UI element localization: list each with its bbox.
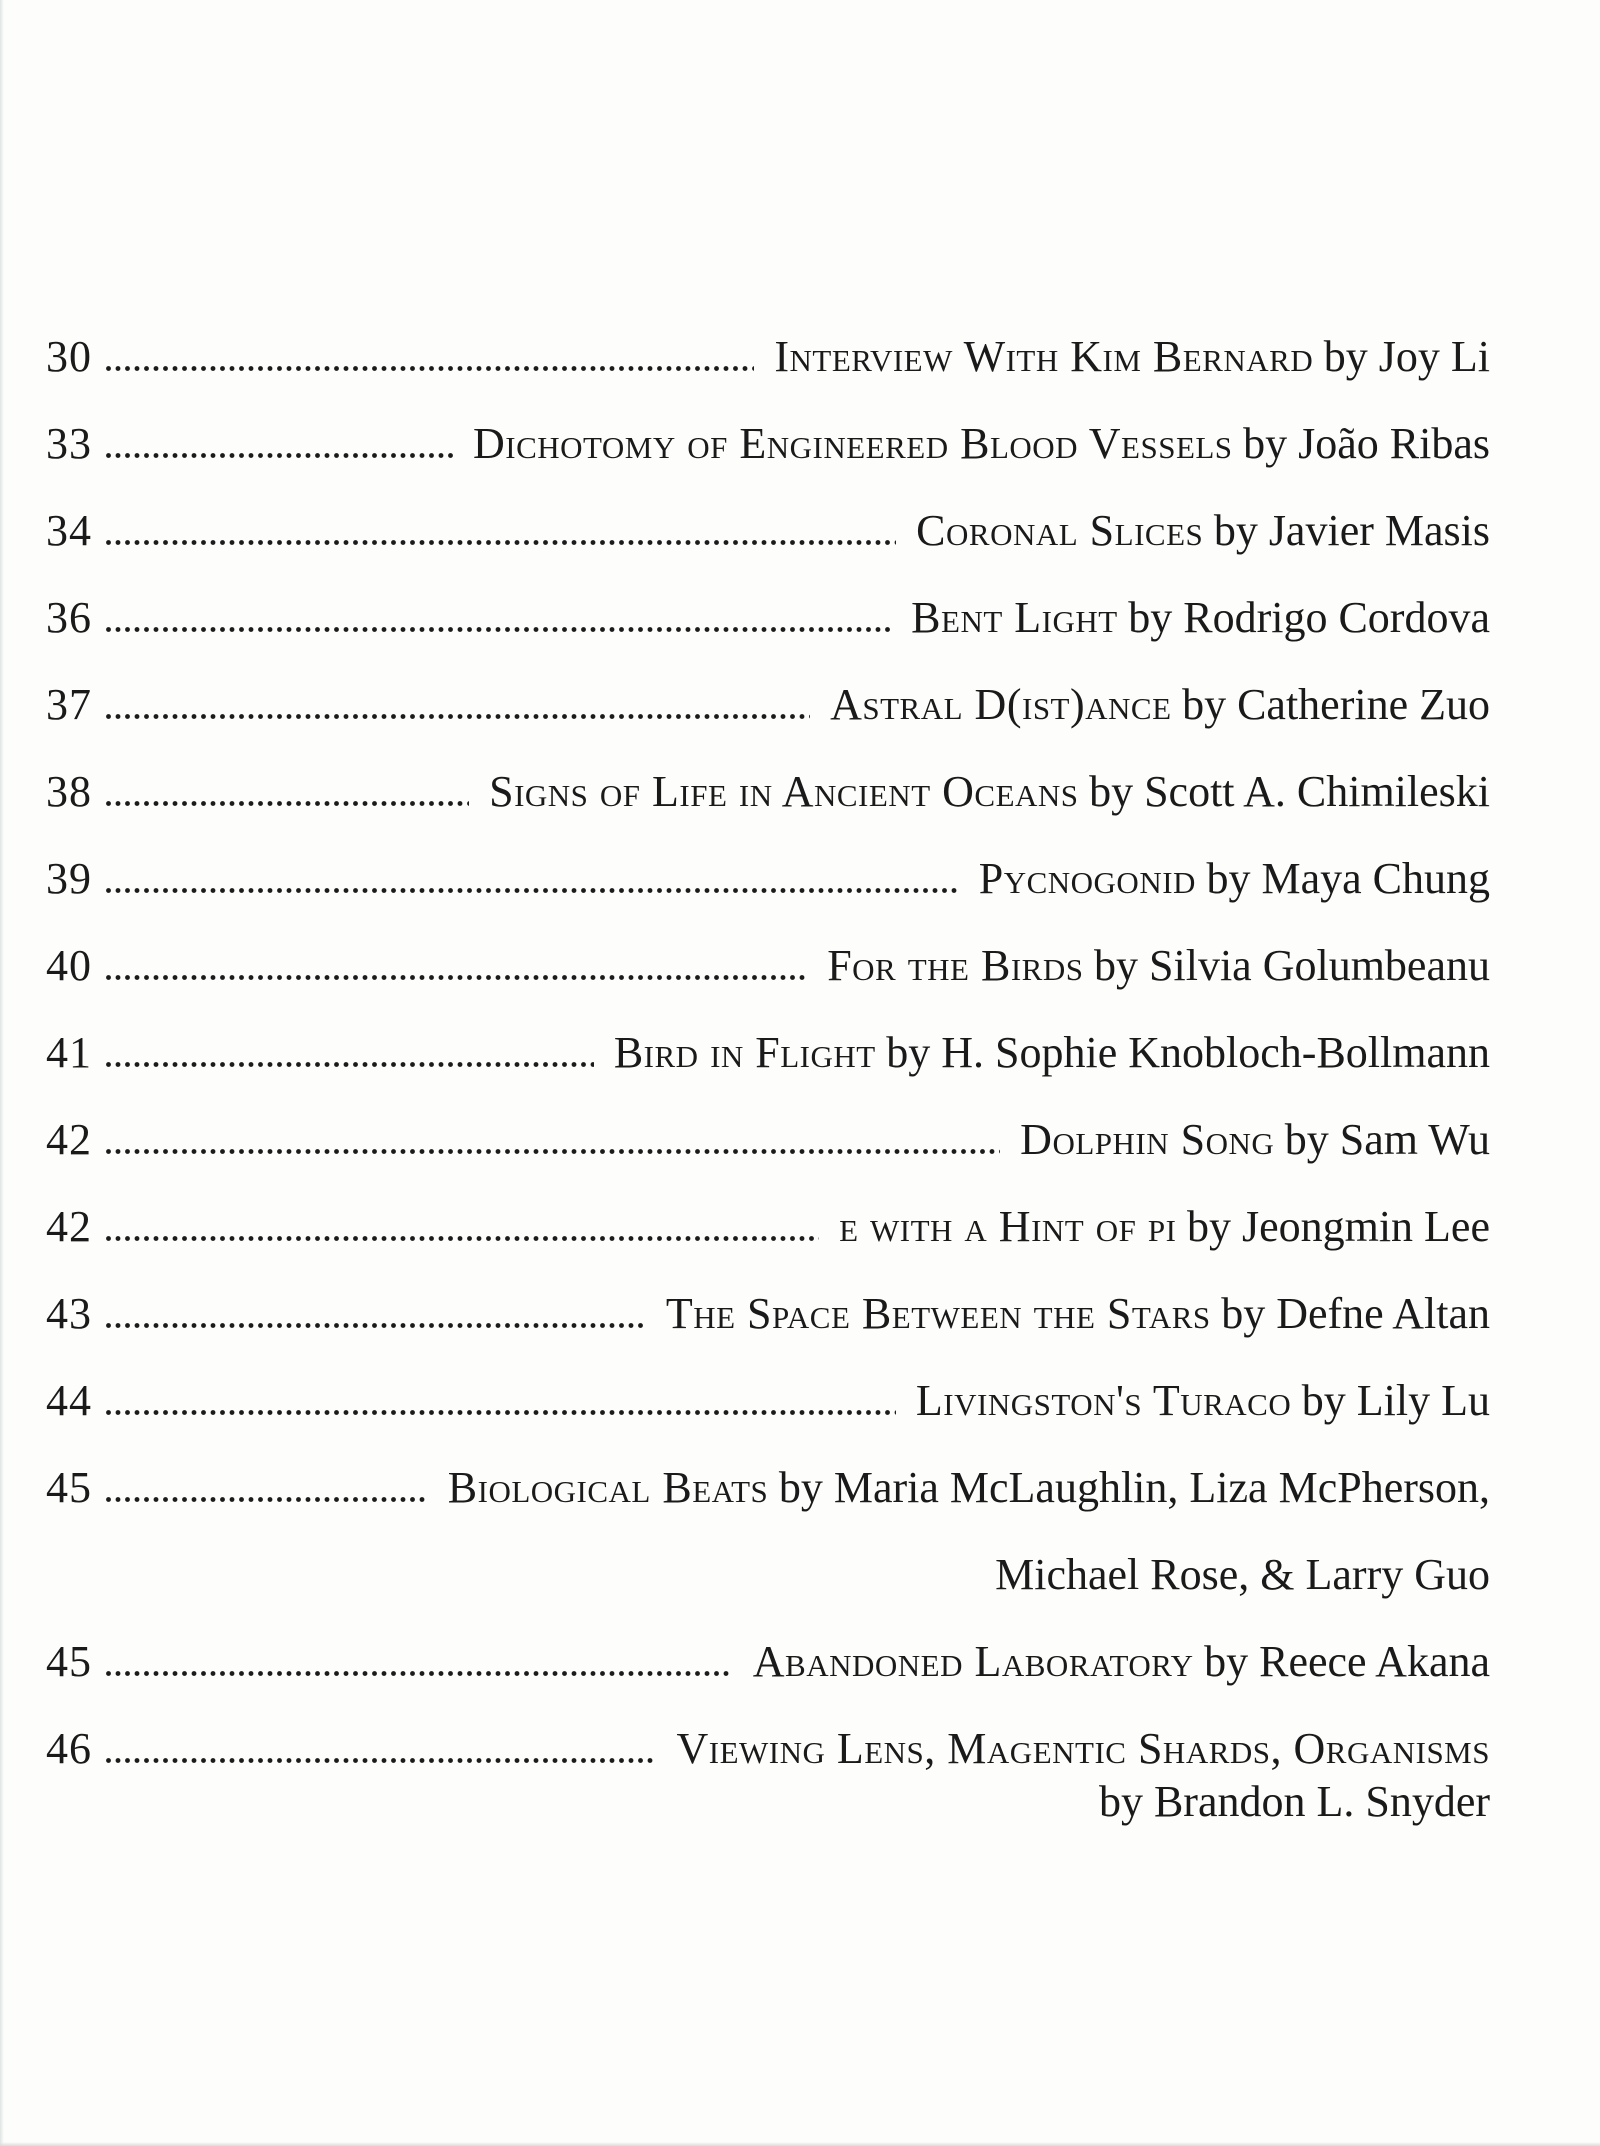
dot-leader — [106, 714, 810, 719]
entry-text — [489, 767, 1490, 817]
dot-leader — [106, 1671, 733, 1676]
entry-byline: by Javier Masis — [1213, 506, 1490, 555]
scan-edge-left — [0, 0, 4, 2146]
entry-text — [676, 1724, 1490, 1774]
dot-leader — [106, 627, 891, 632]
entry-byline: by Jeongmin Lee — [1186, 1202, 1490, 1251]
toc-entry — [46, 1202, 1490, 1252]
toc-entry — [46, 506, 1490, 556]
entry-title: Interview With Kim Bernard — [774, 332, 1314, 381]
toc-entry — [46, 1463, 1490, 1513]
entry-byline: by Joy Li — [1323, 332, 1490, 381]
entry-byline: by Silvia Golumbeanu — [1094, 941, 1490, 990]
page-number: 40 — [46, 941, 92, 990]
entry-title: Pycnogonid — [978, 854, 1196, 903]
entry-text — [911, 593, 1490, 643]
entry-text — [666, 1289, 1490, 1339]
toc-entry — [46, 1637, 1490, 1687]
page-number: 46 — [46, 1724, 92, 1773]
dot-leader — [106, 1410, 896, 1415]
entry-text — [916, 1376, 1490, 1426]
page-number: 30 — [46, 332, 92, 381]
dot-leader — [106, 888, 959, 893]
entry-title: Bent Light — [911, 593, 1118, 642]
entry-continuation: by Brandon L. Snyder — [1098, 1777, 1490, 1826]
dot-leader — [106, 1062, 594, 1067]
entry-continuation: Michael Rose, & Larry Guo — [995, 1550, 1490, 1599]
entry-text — [916, 506, 1490, 556]
entry-byline: by Catherine Zuo — [1182, 680, 1490, 729]
page-number: 42 — [46, 1115, 92, 1164]
dot-leader — [106, 975, 807, 980]
entry-byline: by Lily Lu — [1301, 1376, 1490, 1425]
page-number: 44 — [46, 1376, 92, 1425]
dot-leader — [106, 453, 453, 458]
entry-title: Biological Beats — [447, 1463, 769, 1512]
dot-leader — [106, 1758, 656, 1763]
page-number: 45 — [46, 1463, 92, 1512]
entry-text — [1020, 1115, 1490, 1165]
entry-text — [448, 1463, 1490, 1513]
entry-title: Bird in Flight — [613, 1028, 876, 1077]
toc-entry — [46, 332, 1490, 382]
entry-title: Abandoned Laboratory — [752, 1637, 1194, 1686]
entry-text — [753, 1637, 1490, 1687]
entry-title: Dichotomy of Engineered Blood Vessels — [472, 419, 1233, 468]
entry-byline: by Sam Wu — [1284, 1115, 1490, 1164]
table-of-contents — [46, 332, 1490, 1864]
dot-leader — [106, 540, 896, 545]
entry-title: For the Birds — [827, 941, 1084, 990]
dot-leader — [106, 1149, 1000, 1154]
entry-text — [774, 332, 1490, 382]
toc-entry — [46, 1115, 1490, 1165]
dot-leader — [106, 1497, 428, 1502]
page-number: 45 — [46, 1637, 92, 1686]
entry-byline: by Maria McLaughlin, Liza McPherson, — [778, 1463, 1490, 1512]
entry-title: Dolphin Song — [1020, 1115, 1275, 1164]
dot-leader — [106, 366, 754, 371]
dot-leader — [106, 801, 469, 806]
toc-entry — [46, 767, 1490, 817]
page-number: 34 — [46, 506, 92, 555]
toc-entry — [46, 593, 1490, 643]
entry-title: Livingston's Turaco — [915, 1376, 1292, 1425]
entry-title: e with a Hint of pi — [839, 1202, 1177, 1251]
toc-entry — [46, 1724, 1490, 1774]
entry-byline: by Scott A. Chimileski — [1089, 767, 1490, 816]
dot-leader — [106, 1236, 819, 1241]
toc-entry — [46, 1376, 1490, 1426]
toc-entry — [46, 854, 1490, 904]
entry-text — [614, 1028, 1490, 1078]
entry-title: Coronal Slices — [916, 506, 1204, 555]
entry-title: Signs of Life in Ancient Oceans — [489, 767, 1079, 816]
page-number: 43 — [46, 1289, 92, 1338]
toc-entry — [46, 941, 1490, 991]
toc-entry — [46, 1028, 1490, 1078]
page-number: 37 — [46, 680, 92, 729]
entry-byline: by Defne Altan — [1221, 1289, 1490, 1338]
page-number: 42 — [46, 1202, 92, 1251]
page-number: 33 — [46, 419, 92, 468]
entry-byline: by Rodrigo Cordova — [1128, 593, 1490, 642]
entry-text — [473, 419, 1490, 469]
scan-edge-bottom — [0, 2142, 1600, 2146]
toc-entry — [46, 419, 1490, 469]
page-number: 36 — [46, 593, 92, 642]
page-number: 39 — [46, 854, 92, 903]
entry-title: Viewing Lens, Magentic Shards, Organisms — [676, 1724, 1490, 1773]
entry-byline: by Reece Akana — [1204, 1637, 1490, 1686]
entry-text — [830, 680, 1490, 730]
entry-text — [839, 1202, 1490, 1252]
entry-title: Astral D(ist)ance — [830, 680, 1172, 729]
entry-text — [979, 854, 1490, 904]
entry-byline: by Maya Chung — [1206, 854, 1490, 903]
page-number: 38 — [46, 767, 92, 816]
toc-entry — [46, 1289, 1490, 1339]
entry-text — [827, 941, 1490, 991]
entry-byline: by João Ribas — [1243, 419, 1490, 468]
page-number: 41 — [46, 1028, 92, 1077]
dot-leader — [106, 1323, 646, 1328]
toc-entry — [46, 680, 1490, 730]
entry-byline: by H. Sophie Knobloch-Bollmann — [886, 1028, 1490, 1077]
entry-title: The Space Between the Stars — [665, 1289, 1211, 1338]
